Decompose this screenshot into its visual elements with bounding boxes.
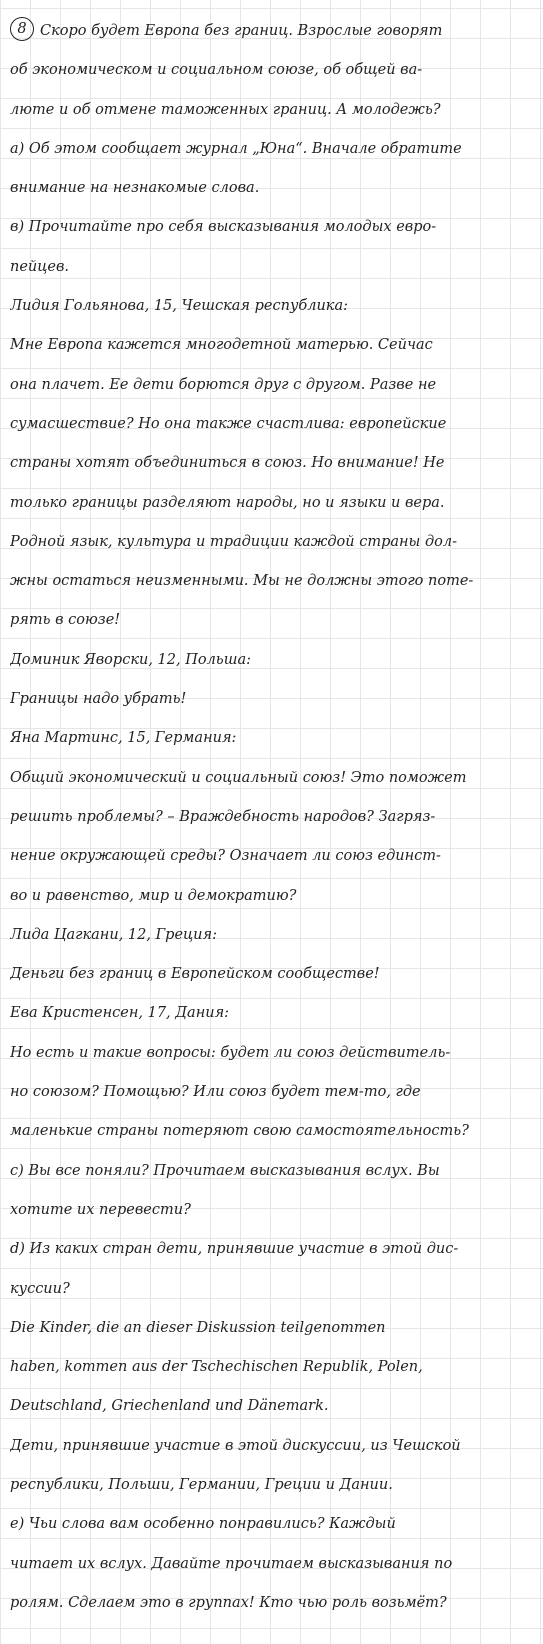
text-line xyxy=(10,1427,535,1466)
line-text: внимание на незнакомые слова. xyxy=(10,180,260,197)
text-line xyxy=(10,1112,535,1151)
text-line xyxy=(10,955,535,994)
text-line xyxy=(10,1270,535,1309)
text-line xyxy=(10,1584,535,1623)
line-text: только границы разделяют народы, но и языки и вера. xyxy=(10,494,445,511)
line-text: куссии? xyxy=(10,1280,70,1297)
line-text: Ева Кристенсен, 17, Дания: xyxy=(10,1005,230,1022)
text-line xyxy=(10,484,535,523)
line-text: Родной язык, культура и традиции каждой страны дол- xyxy=(10,533,458,550)
text-line xyxy=(10,680,535,719)
text-line xyxy=(10,326,535,365)
line-text: с) Вы все поняли? Прочитаем высказывания вслух. Вы xyxy=(10,1162,440,1179)
text-line xyxy=(10,405,535,444)
text-line xyxy=(10,130,535,169)
text-line xyxy=(10,877,535,916)
line-text: республики, Польши, Германии, Греции и Дании. xyxy=(10,1476,393,1493)
text-line xyxy=(10,1073,535,1112)
exercise-number: 8 xyxy=(10,17,34,41)
text-line xyxy=(10,287,535,326)
handwritten-text xyxy=(10,12,535,1623)
line-text: haben, kommen aus der Tschechischen Republik, Polen, xyxy=(10,1359,423,1376)
text-line xyxy=(10,248,535,287)
line-text: d) Из каких стран дети, принявшие участие в этой дис- xyxy=(10,1241,459,1258)
text-line xyxy=(10,994,535,1033)
line-text: читает их вслух. Давайте прочитаем высказывания по xyxy=(10,1555,453,1572)
text-line xyxy=(10,1466,535,1505)
line-text: Скоро будет Европа без границ. Взрослые говорят xyxy=(40,23,443,39)
text-line xyxy=(10,208,535,247)
line-text: Но есть и такие вопросы: будет ли союз действитель- xyxy=(10,1044,451,1061)
line-text: Границы надо убрать! xyxy=(10,691,187,708)
line-text: Лидия Гольянова, 15, Чешская республика: xyxy=(10,298,348,315)
text-line xyxy=(10,1191,535,1230)
line-text: Яна Мартинс, 15, Германия: xyxy=(10,730,237,747)
line-text: рять в союзе! xyxy=(10,612,121,629)
text-line xyxy=(10,798,535,837)
text-line xyxy=(10,169,535,208)
text-line xyxy=(10,1230,535,1269)
text-line xyxy=(10,444,535,483)
text-line xyxy=(10,916,535,955)
line-text: страны хотят объединиться в союз. Но внимание! Не xyxy=(10,455,445,472)
text-line xyxy=(10,719,535,758)
line-text: Deutschland, Griechenland und Dänemark. xyxy=(10,1398,329,1415)
text-line xyxy=(10,523,535,562)
text-line xyxy=(10,1505,535,1544)
text-line xyxy=(10,366,535,405)
line-text: но союзом? Помощью? Или союз будет тем-то, где xyxy=(10,1084,421,1101)
text-line xyxy=(10,1152,535,1191)
line-text: хотите их перевести? xyxy=(10,1201,191,1218)
line-text: в) Прочитайте про себя высказывания молодых евро- xyxy=(10,219,437,236)
line-text: она плачет. Ее дети борются друг с другом. Разве не xyxy=(10,376,437,393)
text-line xyxy=(10,562,535,601)
line-text: Доминик Яворски, 12, Польша: xyxy=(10,651,251,668)
text-line xyxy=(10,1545,535,1584)
line-text: пейцев. xyxy=(10,258,70,275)
text-line xyxy=(10,1387,535,1426)
text-line xyxy=(10,1348,535,1387)
line-text: Лида Цагкани, 12, Греция: xyxy=(10,926,217,943)
text-line xyxy=(10,641,535,680)
line-text: а) Об этом сообщает журнал „Юна“. Вначале обратите xyxy=(10,140,462,157)
line-text: жны остаться неизменными. Мы не должны этого поте- xyxy=(10,573,474,590)
text-line xyxy=(10,51,535,90)
text-line xyxy=(10,91,535,130)
text-line xyxy=(10,837,535,876)
line-text: Общий экономический и социальный союз! Это поможет xyxy=(10,769,467,786)
line-text: во и равенство, мир и демократию? xyxy=(10,887,297,904)
line-text: Деньги без границ в Европейском сообществе! xyxy=(10,966,380,983)
line-text: сумасшествие? Но она также счастлива: европейские xyxy=(10,415,447,432)
line-text: об экономическом и социальном союзе, об общей ва- xyxy=(10,62,423,79)
line-text: Мне Европа кажется многодетной матерью. Сейчас xyxy=(10,337,433,354)
text-line xyxy=(10,1034,535,1073)
line-text: е) Чьи слова вам особенно понравились? Каждый xyxy=(10,1516,396,1533)
text-line xyxy=(10,12,535,51)
text-line xyxy=(10,759,535,798)
line-text: решить проблемы? – Враждебность народов? Загряз- xyxy=(10,808,436,825)
line-text: маленькие страны потеряют свою самостоятельность? xyxy=(10,1123,469,1140)
line-text: люте и об отмене таможенных границ. А молодежь? xyxy=(10,101,441,118)
line-text: нение окружающей среды? Означает ли союз единст- xyxy=(10,848,441,865)
text-line xyxy=(10,1309,535,1348)
line-text: Die Kinder, die an dieser Diskussion teilgenommen xyxy=(10,1319,386,1336)
text-line xyxy=(10,601,535,640)
line-text: Дети, принявшие участие в этой дискуссии, из Чешской xyxy=(10,1437,461,1454)
line-text: ролям. Сделаем это в группах! Кто чью роль возьмёт? xyxy=(10,1594,447,1611)
